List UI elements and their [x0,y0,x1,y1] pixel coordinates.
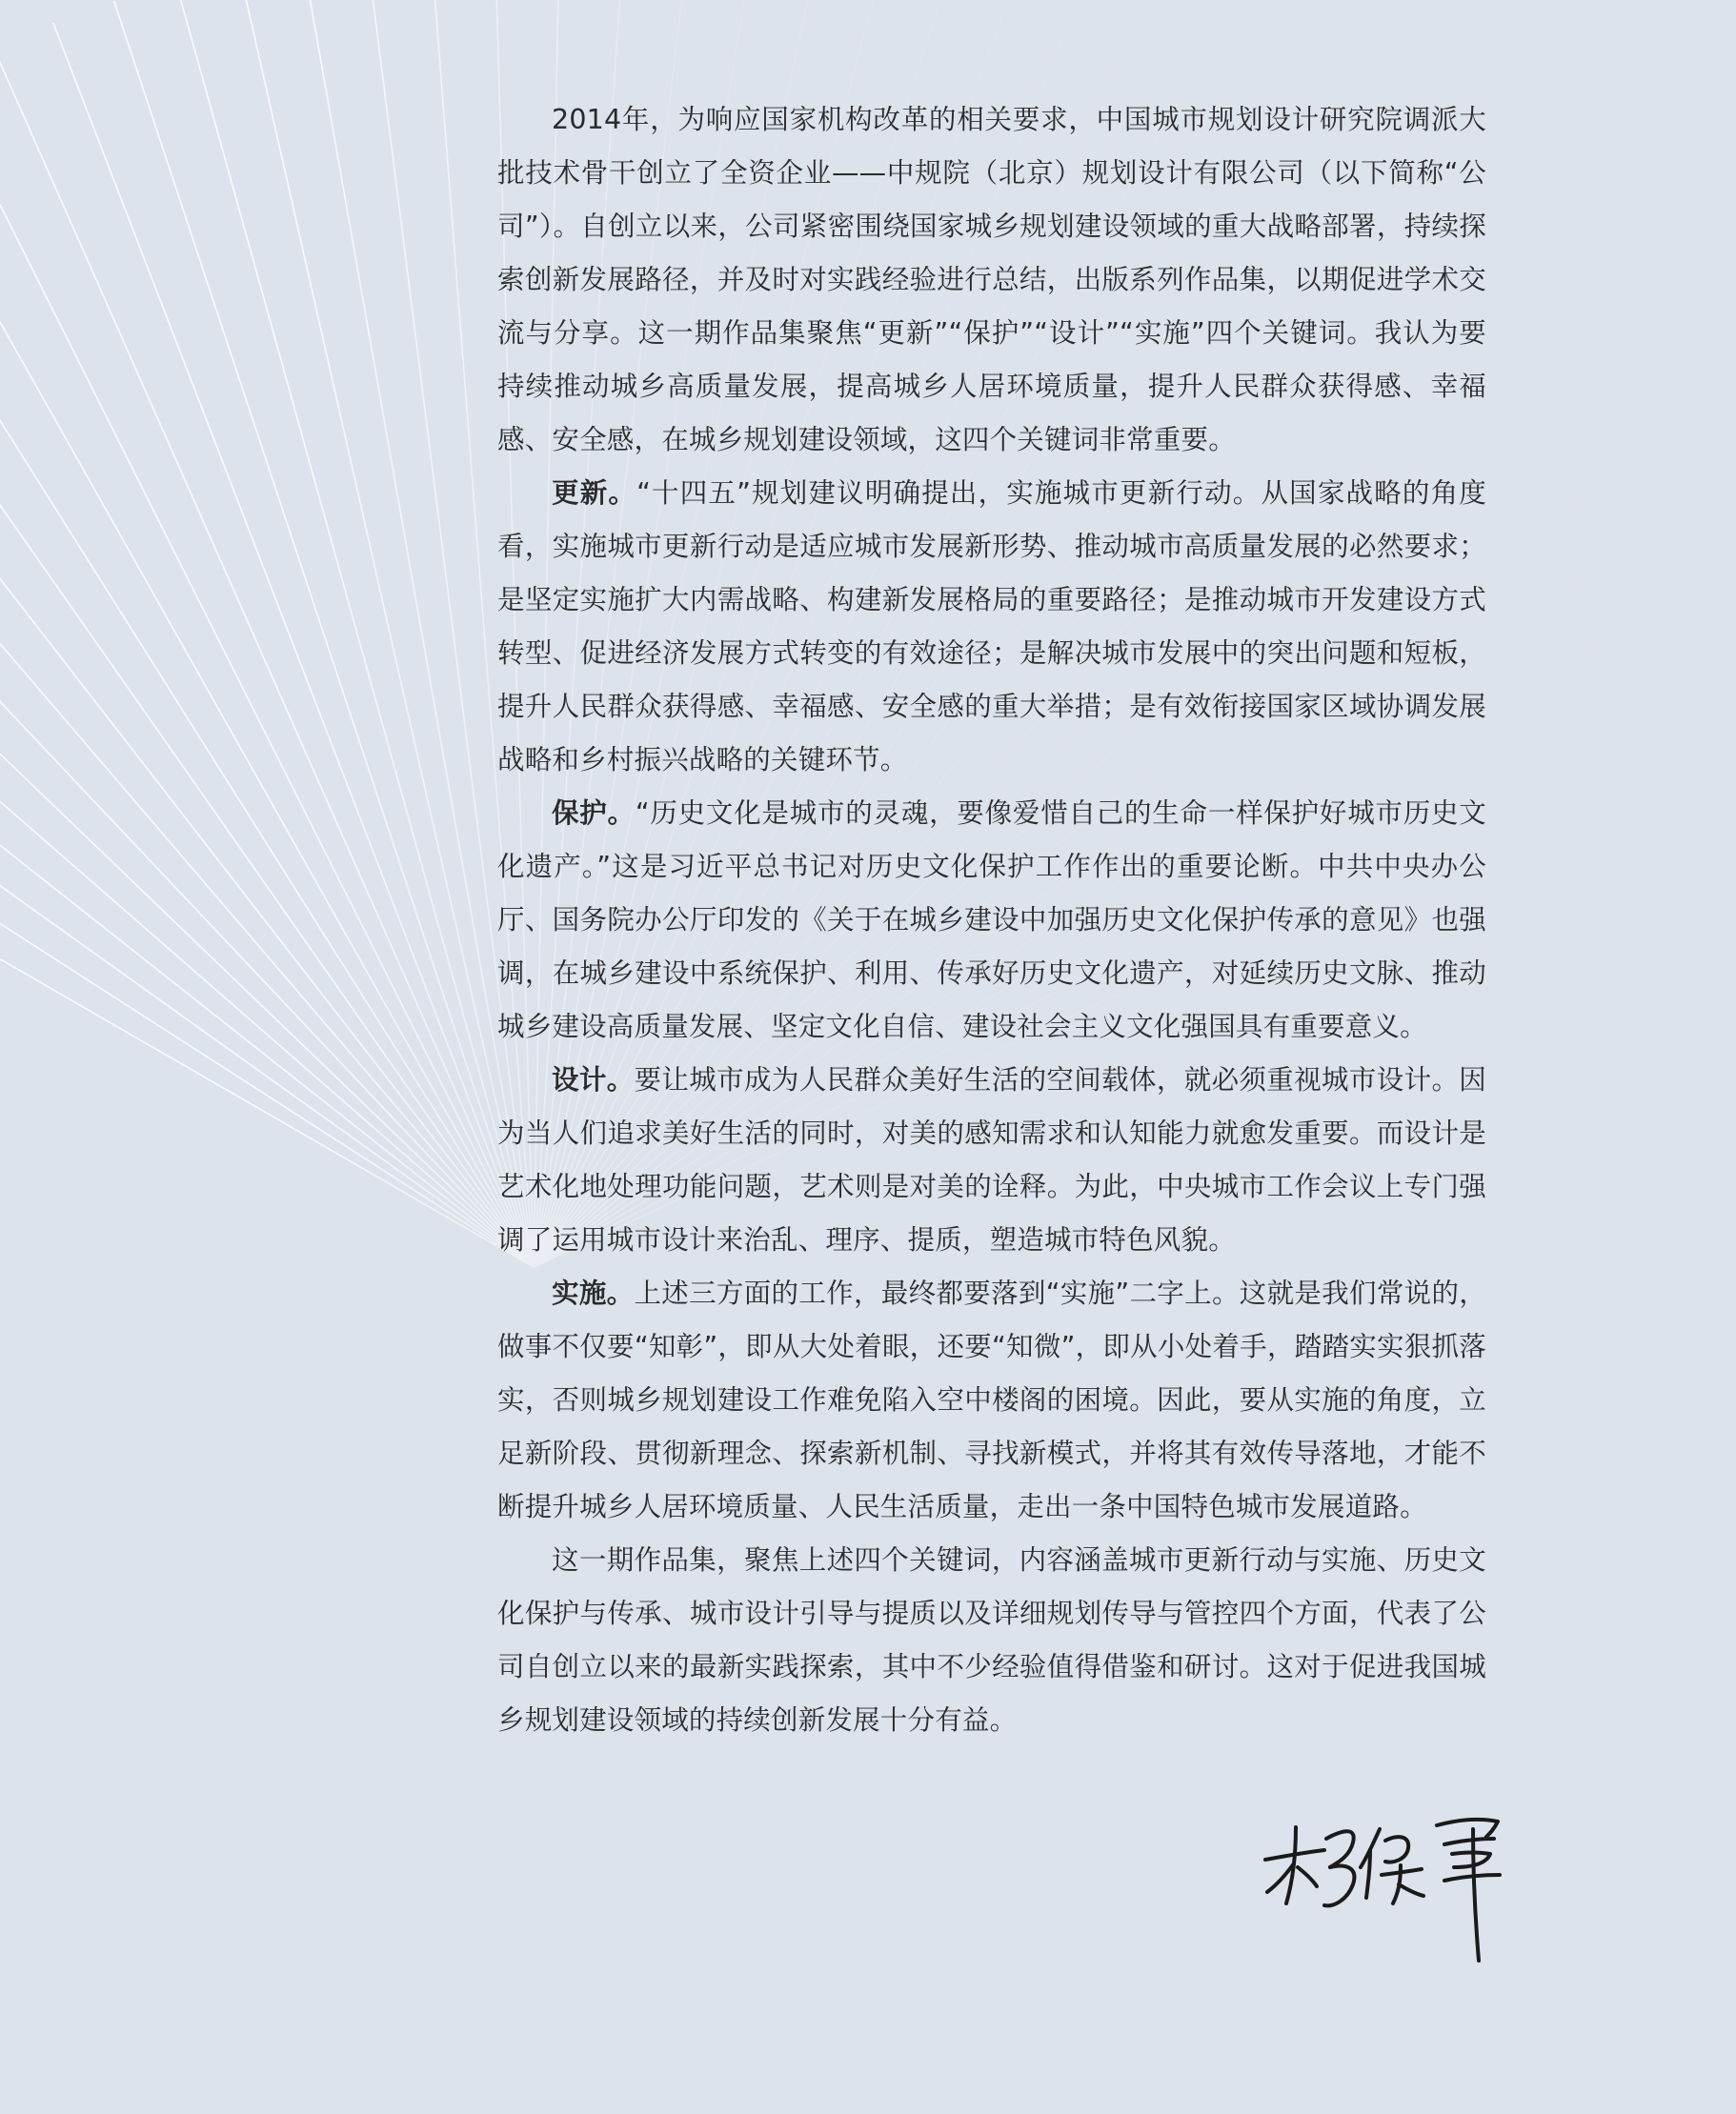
paragraph-design [497,1054,1486,1267]
keyword-protection: 保护。 [552,797,636,829]
paragraph-protection [497,787,1486,1054]
paragraph-renewal-text: “十四五”规划建议明确提出，实施城市更新行动。从国家战略的角度看，实施城市更新行动是适应城市发展新形势、推动城市高质量发展的必然要求；是坚定实施扩大内需战略、构建新发展格局的重要路径；是推动城市开发建设方式转型、促进经济发展方式转变的有效途径；是解决城市发展中的突出问题和短板，提升人民群众获得感、幸福感、安全感的重大举措；是有效衔接国家区域协调发展战略和乡村振兴战略的关键环节。 [497,477,1486,775]
paragraph-implementation [497,1267,1486,1534]
handwritten-signature [1258,1801,1505,1963]
paragraph-protection-text: “历史文化是城市的灵魂，要像爱惜自己的生命一样保护好城市历史文化遗产。”这是习近平总书记对历史文化保护工作作出的重要论断。中共中央办公厅、国务院办公厅印发的《关于在城乡建设中加强历史文化保护传承的意见》也强调，在城乡建设中系统保护、利用、传承好历史文化遗产，对延续历史文脉、推动城乡建设高质量发展、坚定文化自信、建设社会主义文化强国具有重要意义。 [497,797,1486,1042]
keyword-design: 设计。 [552,1064,635,1096]
paragraph-conclusion-text: 这一期作品集，聚焦上述四个关键词，内容涵盖城市更新行动与实施、历史文化保护与传承、城市设计引导与提质以及详细规划传导与管控四个方面，代表了公司自创立以来的最新实践探索，其中不少经验值得借鉴和研讨。这对于促进我国城乡规划建设领域的持续创新发展十分有益。 [497,1544,1486,1736]
body-text [497,93,1486,1747]
paragraph-implementation-text: 上述三方面的工作，最终都要落到“实施”二字上。这就是我们常说的，做事不仅要“知彰”，即从大处着眼，还要“知微”，即从小处着手，踏踏实实狠抓落实，否则城乡规划建设工作难免陷入空中楼阁的困境。因此，要从实施的角度，立足新阶段、贯彻新理念、探索新机制、寻找新模式，并将其有效传导落地，才能不断提升城乡人居环境质量、人民生活质量，走出一条中国特色城市发展道路。 [497,1278,1486,1522]
paragraph-conclusion [497,1534,1486,1747]
paragraph-renewal [497,467,1486,787]
paragraph-intro-text: 2014年，为响应国家机构改革的相关要求，中国城市规划设计研究院调派大批技术骨干创立了全资企业——中规院（北京）规划设计有限公司（以下简称“公司”）。自创立以来，公司紧密围绕国家城乡规划建设领域的重大战略部署，持续探索创新发展路径，并及时对实践经验进行总结，出版系列作品集，以期促进学术交流与分享。这一期作品集聚焦“更新”“保护”“设计”“实施”四个关键词。我认为要持续推动城乡高质量发展，提高城乡人居环境质量，提升人民群众获得感、幸福感、安全感，在城乡规划建设领域，这四个关键词非常重要。 [497,104,1486,455]
paragraph-intro [497,93,1486,467]
paragraph-design-text: 要让城市成为人民群众美好生活的空间载体，就必须重视城市设计。因为当人们追求美好生活的同时，对美的感知需求和认知能力就愈发重要。而设计是艺术化地处理功能问题，艺术则是对美的诠释。为此，中央城市工作会议上专门强调了运用城市设计来治乱、理序、提质，塑造城市特色风貌。 [497,1064,1486,1256]
keyword-implementation: 实施。 [552,1278,635,1309]
keyword-renewal: 更新。 [552,477,637,509]
